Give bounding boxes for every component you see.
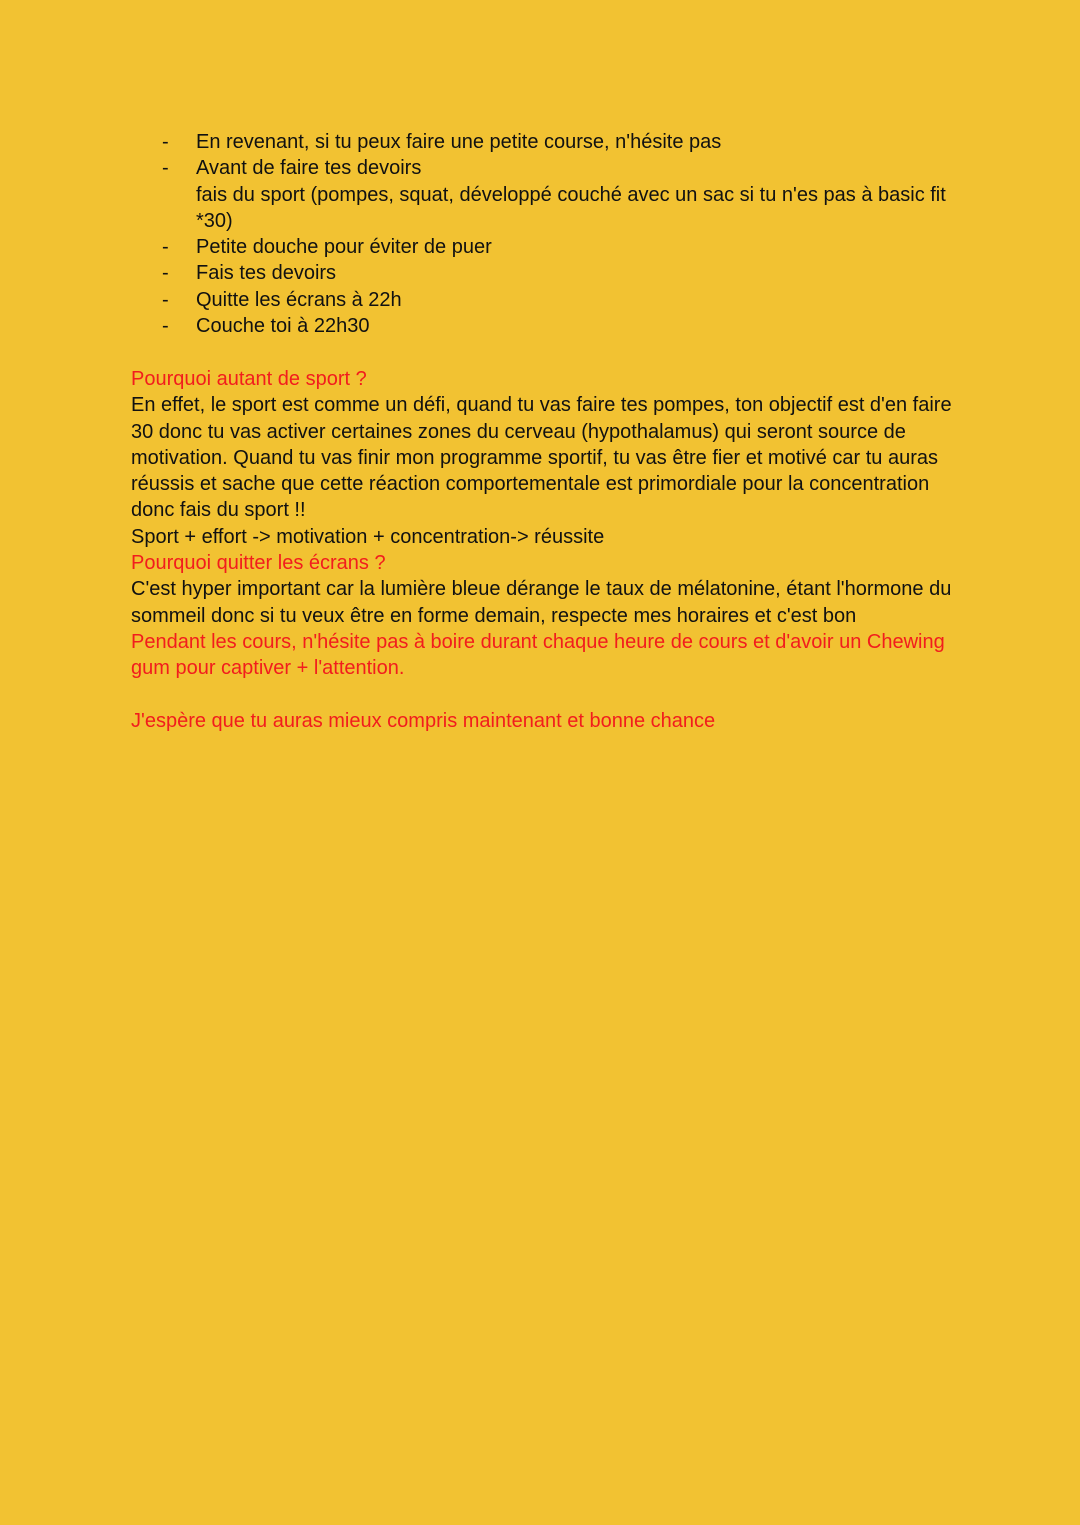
sport-explanation: En effet, le sport est comme un défi, quand tu vas faire tes pompes, ton objectif est d'en faire 30 donc tu vas activer certaines zones du cerveau (hypothalamus) qui seront source de motivation. Quand tu vas finir mon programme sportif, tu vas être fier et motivé car tu auras réussis et sache que cette réaction comportementale est primordiale pour la concentration donc fais du sport !!: [131, 394, 952, 522]
dash-bullet: -: [162, 262, 169, 285]
list-item: [0, 129, 1080, 155]
list-item-text: Couche toi à 22h30: [196, 315, 370, 338]
list-item: [0, 313, 1080, 339]
list-item: [0, 260, 1080, 286]
spacer: [131, 682, 961, 708]
dash-bullet: -: [162, 315, 169, 338]
list-item: [0, 234, 1080, 260]
list-item-text: Petite douche pour éviter de puer: [196, 236, 492, 259]
dash-bullet: -: [162, 288, 169, 311]
closing-message: J'espère que tu auras mieux compris maintenant et bonne chance: [131, 709, 716, 732]
dash-bullet: -: [162, 157, 169, 180]
sport-heading: Pourquoi autant de sport ?: [131, 368, 367, 390]
list-item-text: Quitte les écrans à 22h: [196, 288, 402, 311]
list-item: [0, 155, 1080, 234]
document-body: [131, 366, 961, 734]
sport-formula: Sport + effort -> motivation + concentration-> réussite: [131, 525, 605, 548]
list-item-text: Avant de faire tes devoirs: [196, 157, 422, 180]
list-item-text: Fais tes devoirs: [196, 262, 337, 285]
routine-list: [0, 129, 1080, 339]
list-item-text: *30): [196, 209, 233, 232]
list-item: [0, 287, 1080, 313]
list-item-text: En revenant, si tu peux faire une petite course, n'hésite pas: [196, 131, 722, 153]
screens-explanation: C'est hyper important car la lumière bleue dérange le taux de mélatonine, étant l'hormone du sommeil donc si tu veux être en forme demain, respecte mes horaires et c'est bon: [131, 578, 952, 627]
list-item-text: fais du sport (pompes, squat, développé couché avec un sac si tu n'es pas à basic fit: [196, 183, 946, 206]
dash-bullet: -: [162, 131, 169, 153]
dash-bullet: -: [162, 236, 169, 259]
screens-heading: Pourquoi quitter les écrans ?: [131, 552, 386, 575]
class-tip: Pendant les cours, n'hésite pas à boire durant chaque heure de cours et d'avoir un Chewing gum pour captiver + l'attention.: [131, 630, 945, 680]
